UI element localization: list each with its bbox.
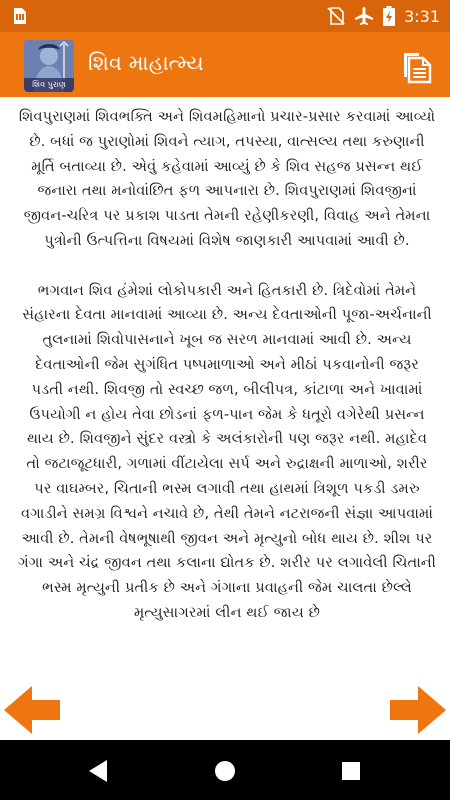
no-sim-icon bbox=[327, 7, 345, 25]
logo-caption: શિવ પુરાણ bbox=[24, 78, 74, 92]
copy-icon[interactable] bbox=[397, 45, 437, 85]
arrow-right-icon[interactable] bbox=[388, 684, 448, 736]
arrow-left-icon[interactable] bbox=[2, 684, 62, 736]
content-area[interactable] bbox=[0, 97, 450, 740]
status-icons bbox=[327, 0, 440, 32]
home-icon[interactable] bbox=[212, 758, 238, 784]
app-bar bbox=[0, 32, 450, 97]
app-title: શિવ માહાત્મ્ય bbox=[88, 51, 204, 75]
airplane-mode-icon bbox=[354, 6, 374, 26]
recents-icon[interactable] bbox=[338, 758, 364, 784]
system-navigation-bar bbox=[0, 740, 450, 800]
app-logo bbox=[24, 40, 74, 92]
battery-charging-icon bbox=[383, 6, 395, 26]
sim-card-icon bbox=[12, 8, 26, 24]
back-icon[interactable] bbox=[86, 758, 112, 784]
navigation-backdrop bbox=[0, 680, 450, 740]
status-time: 3:31 bbox=[404, 6, 440, 26]
status-bar bbox=[0, 0, 450, 32]
content-paragraph: ભગવાન શિવ હંમેશાં લોકોપકારી અને હિતકારી છે. ત્રિદેવોમાં તેમને સંહારના દેવતા માનવામાં આવ્યા છે. અન્ય દેવતાઓની પૂજા-અર્ચનાની તુલનામાં શિવોપાસનાને ખૂબ જ સરળ માનવામાં આવી છે. અન્ય દેવતાઓની જેમ સુગંધિત પષ્પમાળાઓ અને મીઠાં પકવાનોની જરૂર પડતી નથી. શિવજી તો સ્વચ્છ જળ, બીલીપત્ર, કાંટાળા અને ખાવામાં ઉપયોગી ન હોય તેવા છોડનાં ફળ-પાન જેમ કે ધતૂરો વગેરેથી પ્રસન્ન થાય છે. શિવજીને સુંદર વસ્ત્રો કે અલંકારોની પણ જરૂર નથી. મહાદેવ તો જટાજૂટધારી, ગળામાં વીંટાયેલા સર્પ અને રુદ્રાક્ષની માળાઓ, શરીર પર વાઘમ્બર, ચિતાની ભસ્મ લગાવી તથા હાથમાં ત્રિશૂળ પકડી ડમરુ વગાડીને સમગ્ર વિશ્વને નચાવે છે, તેથી તેમને નટરાજની સંજ્ઞા આપવામાં આવી છે. તેમની વેષભૂષાથી જીવન અને મૃત્યુનો બોધ થાય છે. શીશ પર ગંગા અને ચંદ્ર જીવન તથા કલાના દ્યોતક છે. શરીર પર લગાવેલી ચિતાની ભસ્મ મૃત્યુની પ્રતીક છે અને ગંગાના પ્રવાહની જેમ ચાલતા છેલ્લે મૃત્યુસાગરમાં લીન થઈ જાય છે bbox=[18, 281, 437, 621]
content-paragraph: શિવપુરાણમાં શિવભક્તિ અને શિવમહિમાનો પ્રચાર-પ્રસાર કરવામાં આવ્યો છે. બધાં જ પુરાણોમાં શિવને ત્યાગ, તપસ્યા, વાત્સલ્ય તથા કરુણાની મૂર્તિ બતાવ્યા છે. એવું કહેવામાં આવ્યું છે કે શિવ સહજ પ્રસન્ન થઈ જનારા તથા મનોવાંછિત ફળ આપનારા છે. શિવપુરાણમાં શિવજીનાં જીવન-ચરિત્ર પર પ્રકાશ પાડતા તેમની રહેણીકરણી, વિવાહ અને તેમના પુત્રોની ઉત્પત્તિના વિષયમાં વિશેષ જાણકારી આપવામાં આવી છે. bbox=[18, 108, 436, 249]
page-navigation bbox=[0, 680, 450, 740]
